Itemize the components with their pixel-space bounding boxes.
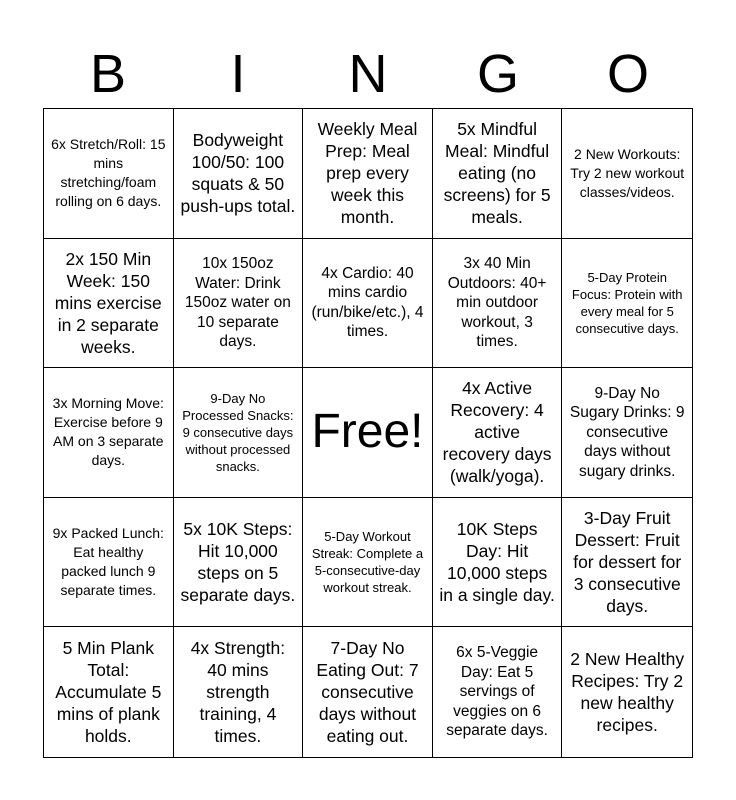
bingo-cell-text: 2 New Workouts: Try 2 new workout classes/videos. bbox=[570, 145, 685, 200]
bingo-cell-text: 9x Packed Lunch: Eat healthy packed lunch 9 separate times. bbox=[52, 525, 164, 599]
bingo-cell-r4c3[interactable] bbox=[303, 498, 433, 628]
bingo-cell-text: Weekly Meal Prep: Meal prep every week this month. bbox=[317, 119, 418, 228]
bingo-cell-text: 9-Day No Processed Snacks: 9 consecutive days without processed snacks. bbox=[182, 390, 294, 474]
bingo-cell-r5c1[interactable] bbox=[44, 627, 174, 757]
bingo-cell-r4c2[interactable] bbox=[174, 498, 304, 628]
bingo-cell-free[interactable] bbox=[303, 368, 433, 498]
bingo-cell-text: 2 New Healthy Recipes: Try 2 new healthy recipes. bbox=[570, 649, 685, 736]
bingo-cell-r1c5[interactable] bbox=[562, 109, 692, 239]
bingo-cell-text: 5-Day Protein Focus: Protein with every meal for 5 consecutive days. bbox=[571, 269, 683, 336]
bingo-cell-r3c5[interactable] bbox=[562, 368, 692, 498]
bingo-cell-r2c2[interactable] bbox=[174, 239, 304, 369]
bingo-cell-text: 3x Morning Move: Exercise before 9 AM on 3 separate days. bbox=[52, 395, 164, 469]
header-letter-b: B bbox=[89, 44, 127, 104]
header-letter-o: O bbox=[606, 44, 649, 104]
bingo-cell-r5c4[interactable] bbox=[433, 627, 563, 757]
bingo-cell-text: 6x 5-Veggie Day: Eat 5 servings of veggies on 6 separate days. bbox=[446, 644, 548, 740]
bingo-cell-text: 4x Strength: 40 mins strength training, 4 times. bbox=[190, 638, 286, 747]
bingo-cell-text: 3-Day Fruit Dessert: Fruit for dessert for 3 consecutive days. bbox=[573, 508, 682, 617]
header-letter-g: G bbox=[476, 44, 519, 104]
bingo-cell-r5c2[interactable] bbox=[174, 627, 304, 757]
bingo-cell-r5c5[interactable] bbox=[562, 627, 692, 757]
bingo-cell-text: 10x 150oz Water: Drink 150oz water on 10 separate days. bbox=[184, 255, 291, 351]
bingo-cell-text: 4x Cardio: 40 mins cardio (run/bike/etc.), 4 times. bbox=[311, 264, 424, 341]
bingo-cell-r4c1[interactable] bbox=[44, 498, 174, 628]
bingo-cell-text: 5x 10K Steps: Hit 10,000 steps on 5 separate days. bbox=[180, 519, 296, 606]
bingo-cell-r4c4[interactable] bbox=[433, 498, 563, 628]
bingo-cell-text: 10K Steps Day: Hit 10,000 steps in a single day. bbox=[439, 519, 555, 606]
bingo-cell-r1c4[interactable] bbox=[433, 109, 563, 239]
bingo-cell-text: 9-Day No Sugary Drinks: 9 consecutive days without sugary drinks. bbox=[569, 384, 685, 480]
bingo-cell-text: 7-Day No Eating Out: 7 consecutive days without eating out. bbox=[316, 638, 419, 747]
bingo-cell-r2c5[interactable] bbox=[562, 239, 692, 369]
bingo-cell-r1c3[interactable] bbox=[303, 109, 433, 239]
bingo-cell-r3c2[interactable] bbox=[174, 368, 304, 498]
bingo-cell-text: 4x Active Recovery: 4 active recovery days (walk/yoga). bbox=[442, 378, 552, 487]
bingo-cell-text: Bodyweight 100/50: 100 squats & 50 push-ups total. bbox=[180, 130, 296, 217]
header-letter-n: N bbox=[348, 44, 388, 104]
bingo-cell-text: 2x 150 Min Week: 150 mins exercise in 2 separate weeks. bbox=[54, 248, 162, 357]
bingo-cell-r3c1[interactable] bbox=[44, 368, 174, 498]
bingo-cell-r1c2[interactable] bbox=[174, 109, 304, 239]
bingo-cell-r4c5[interactable] bbox=[562, 498, 692, 628]
bingo-cell-r2c4[interactable] bbox=[433, 239, 563, 369]
bingo-cell-text: 5x Mindful Meal: Mindful eating (no screens) for 5 meals. bbox=[443, 119, 551, 228]
bingo-cell-text: 3x 40 Min Outdoors: 40+ min outdoor workout, 3 times. bbox=[447, 255, 547, 351]
bingo-cell-r5c3[interactable] bbox=[303, 627, 433, 757]
bingo-cell-text: 5-Day Workout Streak: Complete a 5-consecutive-day workout streak. bbox=[311, 529, 424, 596]
bingo-cell-text: 5 Min Plank Total: Accumulate 5 mins of plank holds. bbox=[55, 638, 162, 747]
bingo-cell-r2c3[interactable] bbox=[303, 239, 433, 369]
bingo-board bbox=[43, 108, 693, 758]
bingo-cell-r2c1[interactable] bbox=[44, 239, 174, 369]
bingo-header bbox=[43, 40, 693, 108]
bingo-cell-text: 6x Stretch/Roll: 15 mins stretching/foam rolling on 6 days. bbox=[51, 136, 166, 210]
free-space-label: Free! bbox=[311, 405, 424, 459]
bingo-cell-r3c4[interactable] bbox=[433, 368, 563, 498]
bingo-cell-r1c1[interactable] bbox=[44, 109, 174, 239]
header-letter-i: I bbox=[230, 44, 246, 104]
